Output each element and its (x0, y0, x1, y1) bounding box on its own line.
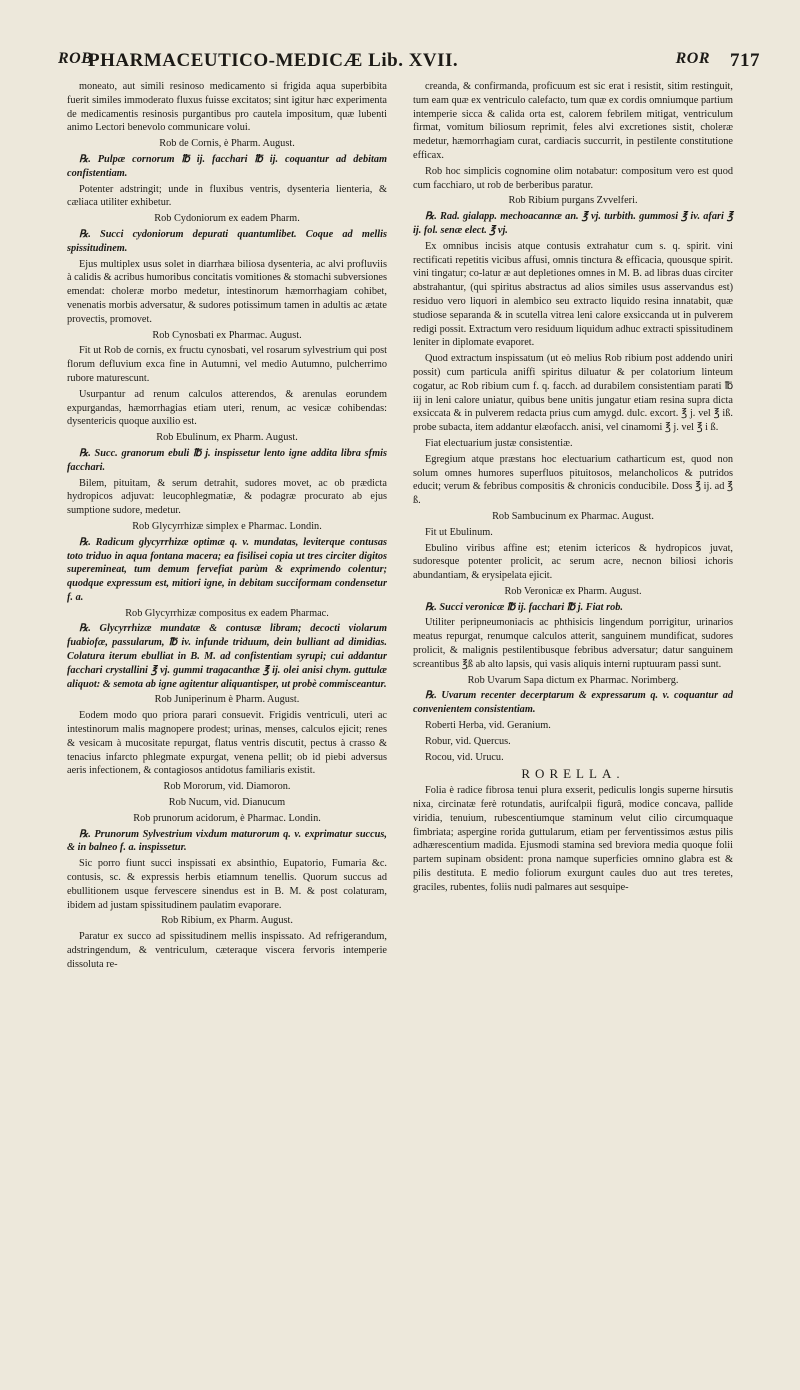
recipe-text: ℞. Succ. granorum ebuli ℔ j. inspissetur lento igne addita libra sfmis facchari. (67, 447, 387, 473)
recipe-text: ℞. Rad. gialapp. mechoacannæ an. ℥ vj. turbith. gummosi ℥ iv. afari ℥ ij. fol. senæ elect. ℥ vj. (413, 211, 733, 236)
paragraph: moneato, aut simili resinoso medicamento si frigida aqua superbibita fuerit similes immoderato fluxus fuisse excitatos; sint igitur hæc experimenta de medicamentis resinosis purgantibus pro cautela impositum, quæ lubenti animo Lectori benevolo communicare volui. (67, 81, 387, 134)
header-catchword: ROB (58, 50, 93, 67)
entry-heading: Rob prunorum acidorum, è Pharmac. Londin. (133, 812, 321, 824)
entry-heading: Rob de Cornis, è Pharm. August. (159, 138, 295, 150)
paragraph: Rocou, vid. Urucu. (425, 751, 504, 763)
recipe-text: ℞. Pulpæ cornorum ℔ ij. facchari ℔ ij. coquantur ad debitam confistentiam. (67, 153, 387, 179)
paragraph: Eodem modo quo priora parari consuevit. Frigidis ventriculi, uteri ac intestinorum malis magnopere prodest; urinas, menses, calculos ejicit; renes & vesicam à mucositate repurgat, flatus ventris discutit, pectus à crasso & tenacius infarcto phlegmate expurgat, venena pellit; ob id piebi adversus aeris infectionem, & contagiosos antidotus familiaris existit. (67, 710, 387, 777)
paragraph: Ex omnibus incisis atque contusis extrahatur cum s. q. spirit. vini rectificati repetitis vicibus affusi, omnis tinctura & efficacia, quousque spirit. vini tingatur; co-latur æ aut depletiones omnes in M. B. ad libras duas circiter abstrahantur, (qui spiritus abstractus ad alios similes usus asservandus est) residuo vero liquori in alembico seu extracto liquido resina innatabit, quæ studiose separanda & in scutella vitrea leni calore exsiccanda ut in pulverem redigi possit. Extractum vero residuum liquidum adhuc extracti spissitudinem leniter in diplomate evaporet. (413, 240, 734, 349)
entry-heading: Rob Glycyrrhizæ compositus ex eadem Pharmac. (125, 607, 329, 619)
paragraph: Ejus multiplex usus solet in diarrhæa biliosa dysenteria, ac alvi profluviis à calidis & acribus humoribus concitatis vomitiones & stomachi subversiones emendat: choleræ morbo medetur, intestinorum hæmorrhagiam cohibet, venenatis morbis adversatur, & sudores potissimum tamen in adultis ac ætate provectis, promovet. (67, 258, 388, 325)
paragraph: Quod extractum inspissatum (ut eò melius Rob ribium post addendo uniri possit) cum particula aniffi spiritus diluatur & per colatorium linteum cogatur, ac Rob ribium cum f. q. facch. ad durabilem consistentiam parati ℔ iij in leni calore uniatur, quibus bene unitis jungatur etiam resina supra dicta exsiccata & in pulverem redacta prius cum amygd. dulc. excort. ℥ j. vel ℥ iß. probe subacta, item addantur elæofacch. anisi, vel cinamomi ℥ j. vel ℥ i ß. (413, 353, 733, 434)
paragraph: Folia è radice fibrosa tenui plura exserit, pediculis longis superne hirsutis nixa, circinatæ ferè rotundatis, aurifcalpii figurâ, modice concava, pallide viridia, tenuium, rubescentiumque staminum velut cilio circumquaque fimbriata; aspergine rorida guttularum, etiam per ferventissimos æstus pilis adhærescentium madida. Ejusmodi stamina sed breviora media quoque folii partem supinam obsident: prona namque superficies omnino glabra est & pilis destituta. E medio foliorum exurgunt caules duo aut tres teretes, graciles, rubentes, foliis nudi palmares aut sesquipe- (413, 785, 733, 893)
paragraph: Usurpantur ad renum calculos atterendos, & arenulas eorundem expurgandas, hæmorrhagias etiam uteri, renum, ac vesicæ cohibendas: dysentericis quoque auxilio est. (67, 388, 387, 428)
paragraph: Fit ut Rob de cornis, ex fructu cynosbati, vel rosarum sylvestrium qui post florum defluvium exca fine in Autumni, vel medio Autumno, pulcherrimo rubore maturescunt. (67, 345, 387, 384)
paragraph: Sic porro fiunt succi inspissati ex absinthio, Eupatorio, Fumaria &c. contusis, sc. & expressis herbis etiamnum tenellis. Quorum succus ad ebullitionem usque fervescere sinendus est in B. M. & post colaturam, ibidem ad justam spissitudinem paulatim evaporare. (67, 858, 387, 911)
page-number: 717 (730, 50, 760, 71)
paragraph: Paratur ex succo ad spissitudinem mellis inspissato. Ad refrigerandum, adstringendum, & ventriculum, cæteraque viscera fervoris intemperie dissoluta re- (67, 931, 387, 970)
paragraph: Rob hoc simplicis cognomine olim notabatur: compositum vero est quod cum facchiaro, ut rob de berberibus paratur. (413, 165, 733, 191)
entry-heading: Rob Sambucinum ex Pharmac. August. (492, 510, 654, 522)
recipe-text: ℞. Glycyrrhizæ mundatæ & contusæ libram; decocti violarum fuabiofæ, passularum, ℔ iv. infunde triduum, dein bulliant ad dimidias. Colatura iterum ebulliat in B. M. ad confistentiam syrupi; cui addantur facchari crystallini ℥ vj. gummi tragacanthæ ℥ ij. olei anisi chym. guttulæ aliquot: & semota ab igne agitentur aliquantisper, ut probè commisceantur. (67, 623, 387, 690)
right-text-column (413, 80, 733, 897)
paragraph: Bilem, pituitam, & serum detrahit, sudores movet, ac ob prædicta hydropicos adjuvat: leucophlegmatiæ, & podagræ procurato ab ejus sumptione sudore, medetur. (67, 477, 387, 517)
paragraph: Utiliter peripneumoniacis ac phthisicis lingendum porrigitur, urinarios meatus repurgat, renumque calculos atterit, sanguinem mundificat, sudores prolicit, & malignis pestilentibusque febribus adversatur; datur sanguinem screantibus ℥ß ab alto lapsis, qui vasis aliquis interni ruptuuram passi sunt. (413, 617, 733, 670)
entry-heading: Rob Ribium purgans Zvvelferi. (508, 195, 638, 207)
entry-heading: Rob Cynosbati ex Pharmac. August. (152, 329, 302, 341)
entry-heading: Rob Juniperinum è Pharm. August. (154, 694, 300, 706)
entry-heading: Rob Cydoniorum ex eadem Pharm. (154, 213, 300, 225)
paragraph: Roberti Herba, vid. Geranium. (425, 720, 551, 732)
header-title: PHARMACEUTICO-MEDICÆ Lib. XVII. (88, 50, 459, 71)
entry-heading: Rob Uvarum Sapa dictum ex Pharmac. Norimberg. (467, 674, 679, 686)
paragraph: Robur, vid. Quercus. (425, 735, 511, 747)
entry-heading: Rob Veronicæ ex Pharm. August. (504, 585, 642, 597)
paragraph: Potenter adstringit; unde in fluxibus ventris, dysenteria lienteria, & cæliaca utiliter exhibetur. (67, 183, 387, 209)
header-section-ref: ROR (675, 50, 710, 67)
recipe-text: ℞. Succi veronicæ ℔ ij. facchari ℔ j. Fiat rob. (425, 601, 623, 613)
paragraph: Fiat electuarium justæ consistentiæ. (425, 437, 573, 449)
entry-heading: Rob Mororum, vid. Diamoron. (163, 781, 291, 793)
recipe-text: ℞. Radicum glycyrrhizæ optimæ q. v. mundatas, leviterque contusas toto triduo in aqua fontana macera; ea fisilisei copia ut tres circiter digitos superemineat, tum demum fervefiat parùm & exprimendo colentur; quodque expressum est, mitiori igne, in debitam succiformam condensetur f. a. (67, 536, 387, 603)
recipe-text: ℞. Succi cydoniorum depurati quantumlibet. Coque ad mellis spissitudinem. (67, 228, 387, 254)
recipe-text: ℞. Prunorum Sylvestrium vixdum maturorum q. v. exprimatur succus, & in balneo f. a. inspissetur. (67, 828, 387, 854)
paragraph: Fit ut Ebulinum. (425, 526, 493, 538)
paragraph: Ebulino viribus affine est; etenim ictericos & hydropicos juvat, sudoresque potenter prolicit, ac serum acre, necnon biliosi ichoris abundantiam, & erysipelata ejicit. (413, 542, 733, 582)
left-text-column (67, 80, 387, 974)
entry-heading: Rob Ribium, ex Pharm. August. (161, 915, 293, 927)
entry-heading: Rob Glycyrrhizæ simplex e Pharmac. Londin. (132, 520, 322, 532)
running-header (58, 50, 760, 74)
paragraph: creanda, & confirmanda, proficuum est sic erat i resistit, sitim restinguit, tum eam quæ ex ventriculo calefacto, tum quæ ex cordis omniumque partium intemperie sicca & calida orta est, calorem febrilem mitigat, ventriculum firmat, vomitum biliosum reprimit, feles alvi excretiones sistit, choleræ medetur, hæmorrhagiam curat, cardiacis succurrit, in pestilente constitutione efficax. (413, 81, 733, 161)
section-heading: RORELLA. (521, 766, 625, 782)
entry-heading: Rob Nucum, vid. Dianucum (168, 797, 286, 809)
paragraph: Egregium atque præstans hoc electuarium catharticum est, quod non solum omnes humores superfluos pituitosos, melancholicos & putridos educit; verum & febribus compositis & chronicis conducibile. Doss ℥ ij. ad ℥ ß. (413, 453, 733, 507)
entry-heading: Rob Ebulinum, ex Pharm. August. (156, 432, 298, 444)
recipe-text: ℞. Uvarum recenter decerptarum & expressarum q. v. coquantur ad convenientem consistentiam. (413, 690, 733, 716)
